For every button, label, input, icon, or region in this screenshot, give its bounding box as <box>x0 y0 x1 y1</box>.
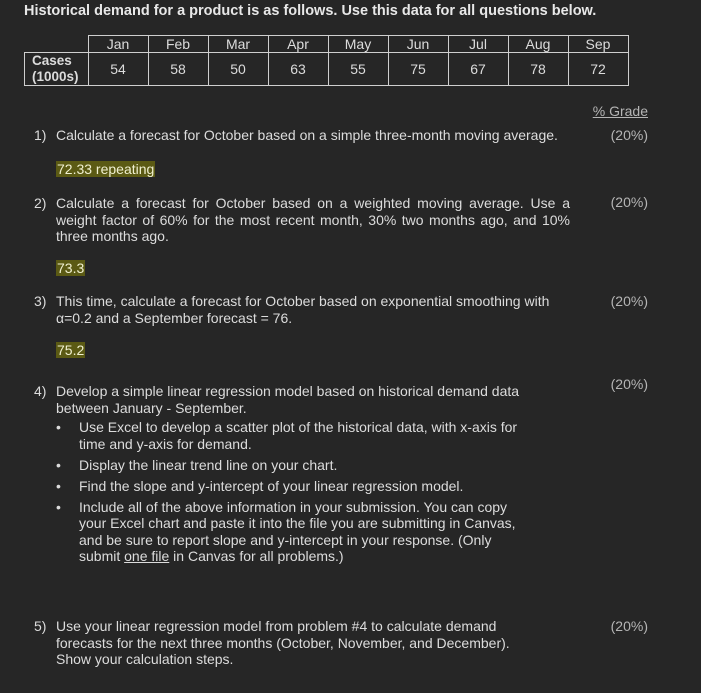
bullet-text: in Canvas for all problems.) <box>173 548 344 564</box>
month-header: May <box>328 36 388 53</box>
question-number: 2) <box>34 195 47 211</box>
table-cell: 55 <box>328 53 388 86</box>
bullet-list <box>56 419 526 569</box>
question-text: This time, calculate a forecast for October based on exponential smoothing with α=0.2 and a September forecast = 76. <box>56 293 550 326</box>
answer-highlight: 72.33 repeating <box>57 161 155 177</box>
grade-percent: (20%) <box>610 127 648 143</box>
question-number: 1) <box>34 127 47 143</box>
table-corner <box>25 36 89 53</box>
month-header: Jun <box>388 36 448 53</box>
table-cell: 63 <box>268 53 328 86</box>
table-cell: 67 <box>448 53 508 86</box>
grade-percent: (20%) <box>610 376 648 392</box>
question-number: 4) <box>34 383 47 399</box>
bullet-icon: • <box>56 477 61 494</box>
list-item <box>56 478 526 495</box>
bullet-text: Include all of the above information in your submission. You can copy your Excel chart and paste it into the file you are submitting in Canvas, and be sure to report slope and y-intercept in your response. (Only submit <box>79 498 516 564</box>
list-item <box>56 419 526 452</box>
bullet-text: Display the linear trend line on your chart. <box>79 456 338 473</box>
table-cell: 58 <box>148 53 208 86</box>
month-header: Jan <box>88 36 148 53</box>
month-header: Sep <box>568 36 628 53</box>
table-cell: 75 <box>388 53 448 86</box>
question-text: Calculate a forecast for October based on a weighted moving average. Use a weight factor of 60% for the most recent month, 30% two months ago, and 10% three months ago. <box>56 195 570 244</box>
row-label: Cases (1000s) <box>25 53 89 86</box>
grade-percent: (20%) <box>610 618 648 634</box>
table-cell: 50 <box>208 53 268 86</box>
question-text: Use your linear regression model from problem #4 to calculate demand forecasts for the next three months (October, November, and December). Show your calculation steps. <box>56 618 510 667</box>
answer-highlight: 73.3 <box>57 260 85 276</box>
bullet-icon: • <box>56 498 61 515</box>
grade-header: % Grade <box>592 103 648 119</box>
bullet-text: Find the slope and y-intercept of your linear regression model. <box>79 477 464 494</box>
month-header: Mar <box>208 36 268 53</box>
grade-percent: (20%) <box>610 194 648 210</box>
answer-highlight: 75.2 <box>57 342 85 358</box>
bullet-icon: • <box>56 419 61 435</box>
table-cell: 54 <box>88 53 148 86</box>
bullet-icon: • <box>56 456 61 473</box>
list-item <box>56 499 526 565</box>
demand-table <box>24 35 629 86</box>
table-cell: 72 <box>568 53 628 86</box>
month-header: Jul <box>448 36 508 53</box>
question-number: 5) <box>34 618 47 634</box>
question-number: 3) <box>34 293 47 309</box>
one-file-emphasis: one file <box>124 548 170 564</box>
page-title: Historical demand for a product is as follows. Use this data for all questions below. <box>24 3 597 19</box>
grade-percent: (20%) <box>610 293 648 309</box>
bullet-text: Use Excel to develop a scatter plot of the historical data, with x-axis for time and y-axis for demand. <box>79 419 518 452</box>
month-header: Aug <box>508 36 568 53</box>
list-item <box>56 457 526 474</box>
table-cell: 78 <box>508 53 568 86</box>
month-header: Feb <box>148 36 208 53</box>
question-text: Calculate a forecast for October based on a simple three-month moving average. <box>56 127 558 143</box>
month-header: Apr <box>268 36 328 53</box>
question-text: Develop a simple linear regression model based on historical demand data between January - September. <box>56 383 520 416</box>
